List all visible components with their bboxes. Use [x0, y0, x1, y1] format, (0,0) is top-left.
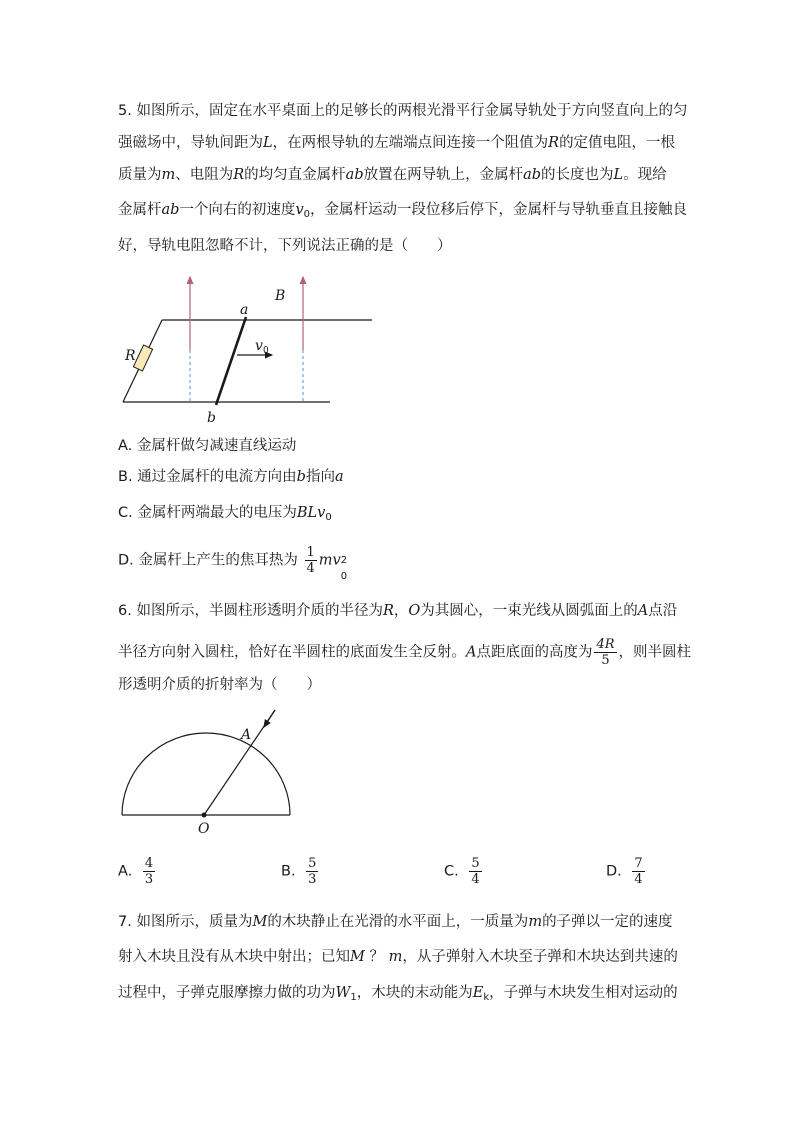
q5-figure-rails-diagram [110, 270, 390, 430]
ray-direction-arrow [264, 710, 275, 727]
q5-option-B: B. 通过金属杆的电流方向由b指向a [118, 469, 344, 485]
metal-rod-ab [216, 317, 246, 405]
q5-option-A: A. 金属杆做匀减速直线运动 [118, 438, 297, 454]
label-B: B [275, 288, 286, 304]
q7-line-1: 7. 如图所示，质量为M的木块静止在光滑的水平面上，一质量为m的子弹以一定的速度 [118, 914, 673, 930]
q6-figure-semicylinder [110, 700, 310, 840]
semicircle-arc [122, 733, 290, 815]
q6-option-A: A. $\frac{4}{3}$ [118, 856, 154, 887]
q5-line-2: 强磁场中，导轨间距为L，在两根导轨的左端端点间连接一个阻值为R的定值电阻，一根 [118, 135, 676, 151]
q5-line-4: 金属杆ab一个向右的初速度$v_0$，金属杆运动一段位移后停下，金属杆与导轨垂直且接触良 [118, 202, 688, 220]
label-O: O [198, 821, 210, 837]
q5-option-C: C. 金属杆两端最大的电压为BLv$_0$ [118, 505, 332, 523]
q6-line-2: 半径方向射入圆柱，恰好在半圆柱的底面发生全反射。A点距底面的高度为 $\frac{4R}{5}$ ，则半圆柱 [118, 637, 692, 668]
label-b: b [207, 410, 216, 426]
q6-line-1: 6. 如图所示，半圆柱形透明介质的半径为R，O为其圆心，一束光线从圆弧面上的A点沿 [118, 603, 678, 619]
resistor-symbol [133, 345, 152, 371]
q7-line-3: 过程中，子弹克服摩擦力做的功为$W_1$，木块的末动能为$E_k$，子弹与木块发生相对运动的 [118, 985, 678, 1003]
label-v-subscript: 0 [263, 346, 269, 356]
q6-option-C: C. $\frac{5}{4}$ [444, 856, 480, 887]
q5-line-3: 质量为m、电阻为R的均匀直金属杆ab放置在两导轨上，金属杆ab的长度也为L。现给 [118, 167, 667, 183]
q5-option-D: D. 金属杆上产生的焦耳热为 $\frac{1}{4}$ mv 2 0 [118, 545, 348, 582]
label-v: v [255, 338, 263, 354]
q6-option-B: B. $\frac{5}{3}$ [281, 856, 317, 887]
q6-option-D: D. $\frac{7}{4}$ [606, 856, 643, 887]
q6-line-3: 形透明介质的折射率为（ ） [118, 677, 321, 693]
q5-line-5: 好，导轨电阻忽略不计，下列说法正确的是（ ） [118, 238, 452, 254]
label-R: R [125, 348, 136, 364]
q7-line-2: 射入木块且没有从木块中射出；已知M ？ m，从子弹射入木块至子弹和木块达到共速的 [118, 949, 678, 965]
label-A: A [241, 727, 252, 743]
q5-line-1: 5. 如图所示，固定在水平桌面上的足够长的两根光滑平行金属导轨处于方向竖直向上的匀 [118, 103, 688, 119]
center-point-O [202, 813, 207, 818]
label-a: a [240, 302, 249, 318]
